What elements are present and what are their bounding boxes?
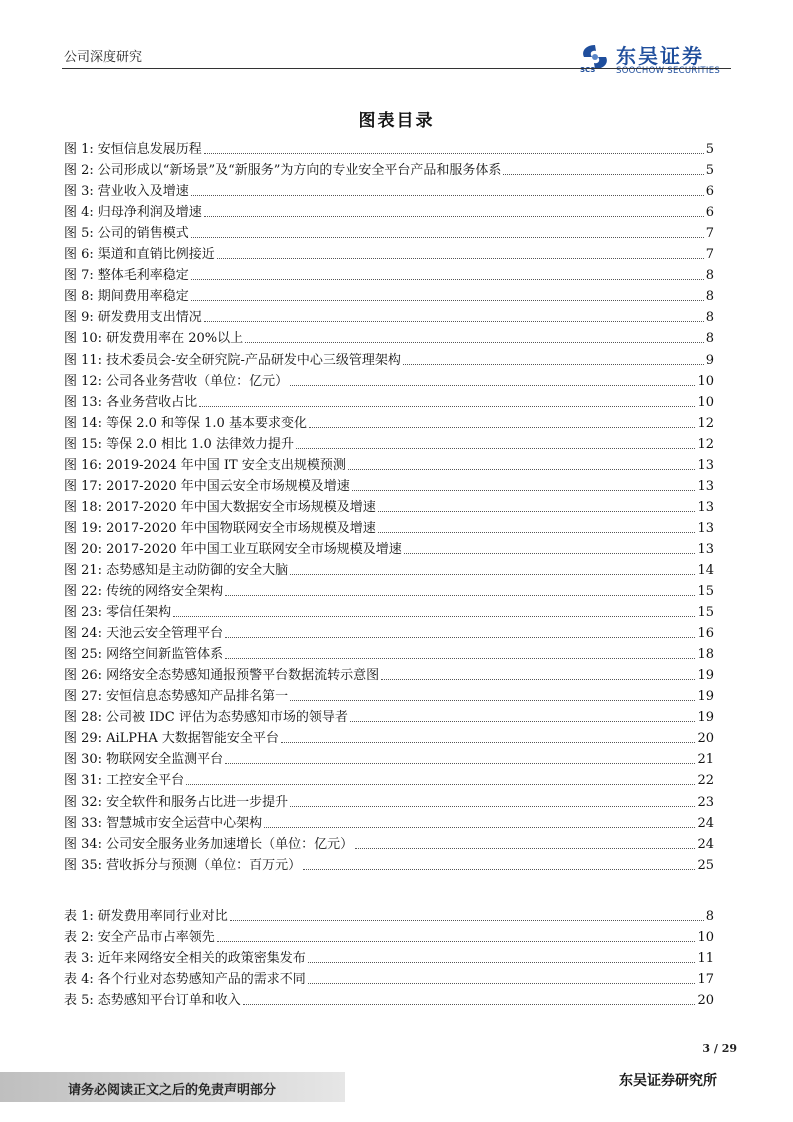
figure-entry[interactable] <box>64 621 714 642</box>
figure-entry-page: 10 <box>697 373 714 389</box>
figure-entry-label <box>64 331 243 347</box>
page-title: 图表目录 <box>358 111 435 131</box>
figure-entry[interactable] <box>64 369 714 390</box>
figure-entry-title: 态势感知是主动防御的安全大脑 <box>106 562 289 578</box>
table-entry-page: 20 <box>697 993 714 1009</box>
leader-dots <box>348 469 696 470</box>
figure-list <box>64 137 714 874</box>
figure-entry[interactable] <box>64 726 714 747</box>
logo-mark-text: SCS <box>580 66 596 74</box>
figure-entry-number: 图 34: <box>64 836 103 852</box>
figure-entry-title: 2017-2020 年中国大数据安全市场规模及增速 <box>106 499 376 515</box>
table-entry-label <box>64 930 215 946</box>
logo-chinese-name: 东吴证券 <box>616 44 704 68</box>
figure-entry-page: 24 <box>697 836 714 852</box>
figure-entry[interactable] <box>64 663 714 684</box>
leader-dots <box>199 406 695 407</box>
figure-entry-number: 图 11: <box>64 352 103 368</box>
figure-entry-number: 图 13: <box>64 394 103 410</box>
figure-entry-label <box>64 395 197 411</box>
leader-dots <box>290 806 695 807</box>
table-entry[interactable] <box>64 967 714 988</box>
leader-dots <box>191 279 704 280</box>
table-entry-label <box>64 993 241 1009</box>
figure-entry-label <box>64 858 301 874</box>
figure-entry-number: 图 17: <box>64 478 103 494</box>
figure-entry-title: 安恒信息态势感知产品排名第一 <box>106 689 289 705</box>
figure-entry-number: 图 29: <box>64 731 103 747</box>
leader-dots <box>217 941 696 942</box>
table-entry-label <box>64 909 228 925</box>
figure-entry-label <box>64 205 202 221</box>
figure-entry-label <box>64 268 189 284</box>
leader-dots <box>303 869 695 870</box>
table-entry-number: 表 1: <box>64 909 94 925</box>
figure-entry-number: 图 32: <box>64 794 103 810</box>
figure-entry[interactable] <box>64 579 714 600</box>
figure-entry-title: 整体毛利率稳定 <box>97 268 189 284</box>
table-entry-title: 态势感知平台订单和收入 <box>97 993 241 1009</box>
figure-entry-title: 期间费用率稳定 <box>97 289 189 305</box>
figure-entry-number: 图 35: <box>64 857 103 873</box>
table-entry-number: 表 3: <box>64 951 94 967</box>
figure-entry[interactable] <box>64 326 714 347</box>
figure-entry-label <box>64 310 202 326</box>
figure-entry-label <box>64 647 223 663</box>
figure-entry-label <box>64 668 379 684</box>
figure-entry-number: 图 22: <box>64 584 103 600</box>
figure-entry[interactable] <box>64 305 714 326</box>
figure-entry[interactable] <box>64 495 714 516</box>
table-list <box>64 904 714 1009</box>
table-entry-page: 17 <box>697 972 714 988</box>
figure-entry-page: 6 <box>705 184 714 200</box>
page-number: 3 / 29 <box>702 1042 737 1055</box>
figure-entry[interactable] <box>64 242 714 263</box>
leader-dots <box>243 1004 696 1005</box>
figure-entry-title: 2017-2020 年中国工业互联网安全市场规模及增速 <box>106 541 402 557</box>
figure-entry-label <box>64 752 223 768</box>
figure-entry-title: 各业务营收占比 <box>106 394 198 410</box>
figure-entry-title: 公司的销售模式 <box>97 226 189 242</box>
table-entry-title: 各个行业对态势感知产品的需求不同 <box>97 972 306 988</box>
figure-entry-page: 14 <box>697 562 714 578</box>
table-entry[interactable] <box>64 988 714 1009</box>
figure-entry-number: 图 24: <box>64 626 103 642</box>
figure-entry-label <box>64 689 288 705</box>
figure-entry-label <box>64 226 189 242</box>
figure-entry-label <box>64 626 223 642</box>
leader-dots <box>290 700 695 701</box>
leader-dots <box>378 532 696 533</box>
figure-entry[interactable] <box>64 853 714 874</box>
figure-entry-title: 公司被 IDC 评估为态势感知市场的领导者 <box>106 710 348 726</box>
figure-entry-title: 安恒信息发展历程 <box>97 142 202 158</box>
figure-entry-page: 13 <box>697 478 714 494</box>
table-entry-title: 安全产品市占率领先 <box>97 930 215 946</box>
table-entry-title: 研发费用率同行业对比 <box>97 909 228 925</box>
figure-entry-label <box>64 458 346 474</box>
figure-entry-page: 22 <box>697 773 714 789</box>
leader-dots <box>225 595 695 596</box>
figure-entry-page: 12 <box>697 436 714 452</box>
figure-entry[interactable] <box>64 768 714 789</box>
figure-entry-title: 安全软件和服务占比进一步提升 <box>106 794 289 810</box>
figure-entry[interactable] <box>64 747 714 768</box>
figure-entry-title: 公司安全服务业务加速增长（单位：亿元） <box>106 836 354 852</box>
figure-entry-page: 8 <box>705 310 714 326</box>
figure-entry-title: 公司形成以“新场景”及“新服务”为方向的专业安全平台产品和服务体系 <box>97 163 502 179</box>
table-entry[interactable] <box>64 946 714 967</box>
leader-dots <box>264 827 695 828</box>
table-entry-number: 表 5: <box>64 993 94 1009</box>
leader-dots <box>381 679 695 680</box>
figure-entry-label <box>64 437 294 453</box>
figure-entry-number: 图 7: <box>64 268 94 284</box>
table-entry-number: 表 2: <box>64 930 94 946</box>
figure-entry[interactable] <box>64 516 714 537</box>
figure-entry-page: 10 <box>697 394 714 410</box>
figure-entry-label <box>64 500 376 516</box>
footer-brand: 东吴证券研究所 <box>619 1073 717 1089</box>
figure-entry[interactable] <box>64 684 714 705</box>
leader-dots <box>290 574 695 575</box>
figure-entry-number: 图 1: <box>64 142 94 158</box>
figure-entry-label <box>64 353 401 369</box>
table-entry-label <box>64 951 306 967</box>
figure-entry-number: 图 8: <box>64 289 94 305</box>
figure-entry-page: 5 <box>705 142 714 158</box>
figure-entry-page: 13 <box>697 541 714 557</box>
figure-entry-number: 图 3: <box>64 184 94 200</box>
figure-entry[interactable] <box>64 347 714 368</box>
figure-entry-title: 等保 2.0 相比 1.0 法律效力提升 <box>106 436 294 452</box>
figure-entry-page: 16 <box>697 626 714 642</box>
figure-entry[interactable] <box>64 411 714 432</box>
figure-entry-label <box>64 374 288 390</box>
figure-entry-title: 物联网安全监测平台 <box>106 752 224 768</box>
figure-entry-number: 图 31: <box>64 773 103 789</box>
table-entry[interactable] <box>64 904 714 925</box>
leader-dots <box>204 321 704 322</box>
leader-dots <box>281 742 696 743</box>
figure-entry-title: 零信任架构 <box>106 605 172 621</box>
figure-entry[interactable] <box>64 263 714 284</box>
figure-entry-label <box>64 795 288 811</box>
figure-entry[interactable] <box>64 537 714 558</box>
figure-entry-page: 13 <box>697 499 714 515</box>
figure-entry-number: 图 20: <box>64 541 103 557</box>
leader-dots <box>245 342 704 343</box>
figure-entry[interactable] <box>64 600 714 621</box>
figure-entry-label <box>64 184 189 200</box>
figure-entry[interactable] <box>64 221 714 242</box>
figure-entry-title: 研发费用支出情况 <box>97 310 202 326</box>
figure-entry-title: 工控安全平台 <box>106 773 185 789</box>
figure-entry-label <box>64 289 189 305</box>
figure-entry-number: 图 2: <box>64 163 94 179</box>
figure-entry-number: 图 30: <box>64 752 103 768</box>
figure-entry-title: 营业收入及增速 <box>97 184 189 200</box>
figure-entry[interactable] <box>64 789 714 810</box>
leader-dots <box>290 385 695 386</box>
figure-entry-title: 技术委员会-安全研究院-产品研发中心三级管理架构 <box>106 352 401 368</box>
figure-entry-label <box>64 163 501 179</box>
figure-entry[interactable] <box>64 432 714 453</box>
figure-entry-page: 7 <box>705 226 714 242</box>
leader-dots <box>404 553 696 554</box>
header-divider <box>62 68 731 69</box>
table-entry-label <box>64 972 306 988</box>
figure-entry-number: 图 14: <box>64 415 103 431</box>
leader-dots <box>308 983 696 984</box>
figure-entry-title: 2019-2024 年中国 IT 安全支出规模预测 <box>106 457 346 473</box>
figure-entry-title: 传统的网络安全架构 <box>106 584 224 600</box>
figure-entry-label <box>64 584 223 600</box>
figure-entry[interactable] <box>64 832 714 853</box>
figure-entry-number: 图 25: <box>64 647 103 663</box>
figure-entry-title: 2017-2020 年中国云安全市场规模及增速 <box>106 478 350 494</box>
figure-entry[interactable] <box>64 284 714 305</box>
figure-entry-number: 图 26: <box>64 668 103 684</box>
table-entry-number: 表 4: <box>64 972 94 988</box>
figure-entry-title: AiLPHA 大数据智能安全平台 <box>106 731 279 747</box>
leader-dots <box>225 658 695 659</box>
leader-dots <box>217 258 704 259</box>
leader-dots <box>230 920 704 921</box>
figure-entry-page: 23 <box>697 794 714 810</box>
figure-entry-label <box>64 563 288 579</box>
figure-entry-title: 归母净利润及增速 <box>97 205 202 221</box>
figure-entry[interactable] <box>64 453 714 474</box>
table-entry[interactable] <box>64 925 714 946</box>
figure-entry-title: 2017-2020 年中国物联网安全市场规模及增速 <box>106 520 376 536</box>
figure-entry-title: 网络空间新监管体系 <box>106 647 224 663</box>
figure-entry[interactable] <box>64 811 714 832</box>
figure-entry-page: 9 <box>705 352 714 368</box>
figure-entry[interactable] <box>64 558 714 579</box>
figure-entry-page: 8 <box>705 331 714 347</box>
figure-entry-number: 图 28: <box>64 710 103 726</box>
figure-entry-number: 图 16: <box>64 457 103 473</box>
figure-entry-page: 13 <box>697 520 714 536</box>
logo-english-name: SOOCHOW SECURITIES <box>616 66 721 76</box>
leader-dots <box>352 490 696 491</box>
leader-dots <box>296 448 696 449</box>
leader-dots <box>186 784 695 785</box>
figure-entry-number: 图 23: <box>64 605 103 621</box>
figure-entry-number: 图 5: <box>64 226 94 242</box>
figure-entry-page: 15 <box>697 605 714 621</box>
figure-entry-label <box>64 416 307 432</box>
figure-entry-title: 天池云安全管理平台 <box>106 626 224 642</box>
figure-entry-title: 研发费用率在 20%以上 <box>106 331 244 347</box>
leader-dots <box>403 364 704 365</box>
leader-dots <box>355 848 695 849</box>
figure-entry-label <box>64 605 171 621</box>
figure-entry-page: 18 <box>697 647 714 663</box>
leader-dots <box>225 763 695 764</box>
leader-dots <box>173 616 695 617</box>
leader-dots <box>309 427 696 428</box>
figure-entry-title: 公司各业务营收（单位：亿元） <box>106 373 289 389</box>
leader-dots <box>191 237 704 238</box>
figure-entry-page: 7 <box>705 247 714 263</box>
figure-entry-number: 图 15: <box>64 436 103 452</box>
figure-entry[interactable] <box>64 705 714 726</box>
figure-entry-label <box>64 731 279 747</box>
figure-entry-number: 图 33: <box>64 815 103 831</box>
figure-entry-number: 图 27: <box>64 689 103 705</box>
disclaimer-text: 请务必阅读正文之后的免责声明部分 <box>68 1083 277 1098</box>
figure-entry-number: 图 12: <box>64 373 103 389</box>
figure-entry-page: 8 <box>705 268 714 284</box>
leader-dots <box>204 216 704 217</box>
figure-entry-title: 网络安全态势感知通报预警平台数据流转示意图 <box>106 668 380 684</box>
figure-entry-title: 渠道和直销比例接近 <box>97 247 215 263</box>
leader-dots <box>191 195 704 196</box>
figure-entry-number: 图 6: <box>64 247 94 263</box>
figure-entry-page: 25 <box>697 857 714 873</box>
figure-entry-label <box>64 837 353 853</box>
figure-entry-page: 8 <box>705 289 714 305</box>
figure-entry[interactable] <box>64 200 714 221</box>
figure-entry-page: 21 <box>697 752 714 768</box>
figure-entry-label <box>64 521 376 537</box>
leader-dots <box>191 300 704 301</box>
table-entry-page: 10 <box>697 930 714 946</box>
figure-entry[interactable] <box>64 390 714 411</box>
leader-dots <box>350 721 696 722</box>
figure-entry-number: 图 4: <box>64 205 94 221</box>
header-category: 公司深度研究 <box>64 50 143 65</box>
figure-entry-page: 12 <box>697 415 714 431</box>
figure-entry-label <box>64 479 350 495</box>
figure-entry-page: 15 <box>697 584 714 600</box>
figure-entry-number: 图 9: <box>64 310 94 326</box>
figure-entry-number: 图 10: <box>64 331 103 347</box>
figure-entry-number: 图 18: <box>64 499 103 515</box>
figure-entry-page: 6 <box>705 205 714 221</box>
figure-entry[interactable] <box>64 158 714 179</box>
figure-entry-page: 24 <box>697 815 714 831</box>
figure-entry-title: 智慧城市安全运营中心架构 <box>106 815 263 831</box>
figure-entry-label <box>64 710 348 726</box>
figure-entry-number: 图 19: <box>64 520 103 536</box>
figure-entry[interactable] <box>64 137 714 158</box>
leader-dots <box>308 962 696 963</box>
table-entry-page: 8 <box>705 909 714 925</box>
figure-entry-page: 19 <box>697 710 714 726</box>
figure-entry-label <box>64 773 184 789</box>
figure-entry-number: 图 21: <box>64 562 103 578</box>
figure-entry-page: 19 <box>697 689 714 705</box>
leader-dots <box>503 174 703 175</box>
figure-entry-page: 5 <box>705 163 714 179</box>
figure-entry-label <box>64 816 262 832</box>
table-entry-title: 近年来网络安全相关的政策密集发布 <box>97 951 306 967</box>
figure-entry-label <box>64 142 202 158</box>
figure-entry-label <box>64 542 402 558</box>
figure-entry[interactable] <box>64 474 714 495</box>
figure-entry-title: 等保 2.0 和等保 1.0 基本要求变化 <box>106 415 307 431</box>
disclaimer-band <box>0 1072 345 1102</box>
figure-entry[interactable] <box>64 179 714 200</box>
figure-entry-page: 19 <box>697 668 714 684</box>
figure-entry-label <box>64 247 215 263</box>
leader-dots <box>204 153 704 154</box>
figure-entry-title: 营收拆分与预测（单位：百万元） <box>106 857 302 873</box>
figure-entry-page: 20 <box>697 731 714 747</box>
leader-dots <box>225 637 695 638</box>
table-entry-page: 11 <box>697 951 714 967</box>
figure-entry-page: 13 <box>697 457 714 473</box>
leader-dots <box>378 511 696 512</box>
company-logo <box>578 40 738 80</box>
figure-entry[interactable] <box>64 642 714 663</box>
